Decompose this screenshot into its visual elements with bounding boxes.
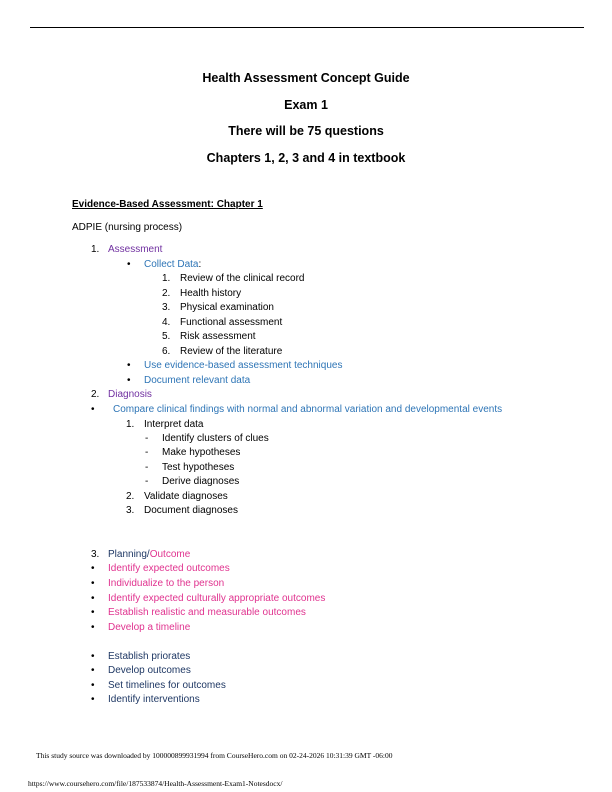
outcome-bullet: Develop a timeline [108,622,191,633]
step-text: Review of the clinical record [180,273,305,284]
step-number: 1. [162,273,171,284]
plan-bullet: Establish priorates [108,651,191,662]
bullet-icon: • [127,360,131,371]
chapters-line: Chapters 1, 2, 3 and 4 in textbook [206,151,406,165]
diagnosis-label: Diagnosis [108,389,152,400]
outcome-bullet: Identify expected outcomes [108,563,230,574]
colon: : [198,259,202,270]
dash-icon: - [145,462,149,473]
collect-data-item [144,259,201,271]
planning-number: 3. [91,549,100,560]
document-diagnoses: Document diagnoses [144,505,238,516]
bullet-icon: • [91,563,95,574]
compare-findings: Compare clinical findings with normal and abnormal variation and developmental events [113,404,503,415]
validate-diagnoses: Validate diagnoses [144,491,228,502]
step-number: 4. [162,317,171,328]
diagnosis-step-number: 2. [126,491,135,502]
plan-bullet: Identify interventions [108,694,200,705]
bullet-icon: • [91,578,95,589]
assessment-bullet: Use evidence-based assessment techniques [144,360,343,371]
step-text: Review of the literature [180,346,283,357]
bullet-icon: • [91,680,95,691]
diagnosis-step-number: 1. [126,419,135,430]
dash-item: Test hypotheses [162,462,235,473]
top-rule [30,27,584,28]
plan-bullet: Develop outcomes [108,665,191,676]
bullet-icon: • [127,375,131,386]
step-text: Risk assessment [180,331,256,342]
section-heading: Evidence-Based Assessment: Chapter 1 [72,199,263,210]
exam-label: Exam 1 [284,98,328,112]
dash-item: Derive diagnoses [162,476,240,487]
adpie-intro: ADPIE (nursing process) [72,222,183,233]
assessment-number: 1. [91,244,100,255]
step-number: 5. [162,331,171,342]
interpret-data: Interpret data [144,419,204,430]
step-text: Health history [180,288,242,299]
bullet-icon: • [91,622,95,633]
dash-item: Make hypotheses [162,447,241,458]
step-number: 6. [162,346,171,357]
bullet-icon: • [91,593,95,604]
bullet-icon: • [91,694,95,705]
bullet-icon: • [91,404,95,415]
collect-data-label: Collect Data [144,259,199,270]
dash-icon: - [145,447,149,458]
assessment-bullet: Document relevant data [144,375,251,386]
planning-label: Planning/ [108,549,150,560]
download-note: This study source was downloaded by 100000899931994 from CourseHero.com on 02-24-2026 10:31:39 GMT -06:00 [36,751,393,760]
step-number: 2. [162,288,171,299]
question-count: There will be 75 questions [228,124,384,138]
assessment-label: Assessment [108,244,163,255]
outcome-bullet: Individualize to the person [108,578,225,589]
outcome-bullet: Identify expected culturally appropriate outcomes [108,593,326,604]
outcome-label: Outcome [149,549,191,560]
outcome-bullet: Establish realistic and measurable outcomes [108,607,306,618]
dash-item: Identify clusters of clues [162,433,269,444]
step-number: 3. [162,302,171,313]
document-title: Health Assessment Concept Guide [202,71,410,85]
dash-icon: - [145,476,149,487]
planning-heading [108,549,190,561]
bullet-icon: • [127,259,131,270]
bullet-icon: • [91,651,95,662]
dash-icon: - [145,433,149,444]
bullet-icon: • [91,607,95,618]
plan-bullet: Set timelines for outcomes [108,680,226,691]
step-text: Functional assessment [180,317,283,328]
source-url[interactable]: https://www.coursehero.com/file/187533874/Health-Assessment-Exam1-Notesdocx/ [28,779,283,788]
bullet-icon: • [91,665,95,676]
step-text: Physical examination [180,302,274,313]
diagnosis-step-number: 3. [126,505,135,516]
diagnosis-number: 2. [91,389,100,400]
